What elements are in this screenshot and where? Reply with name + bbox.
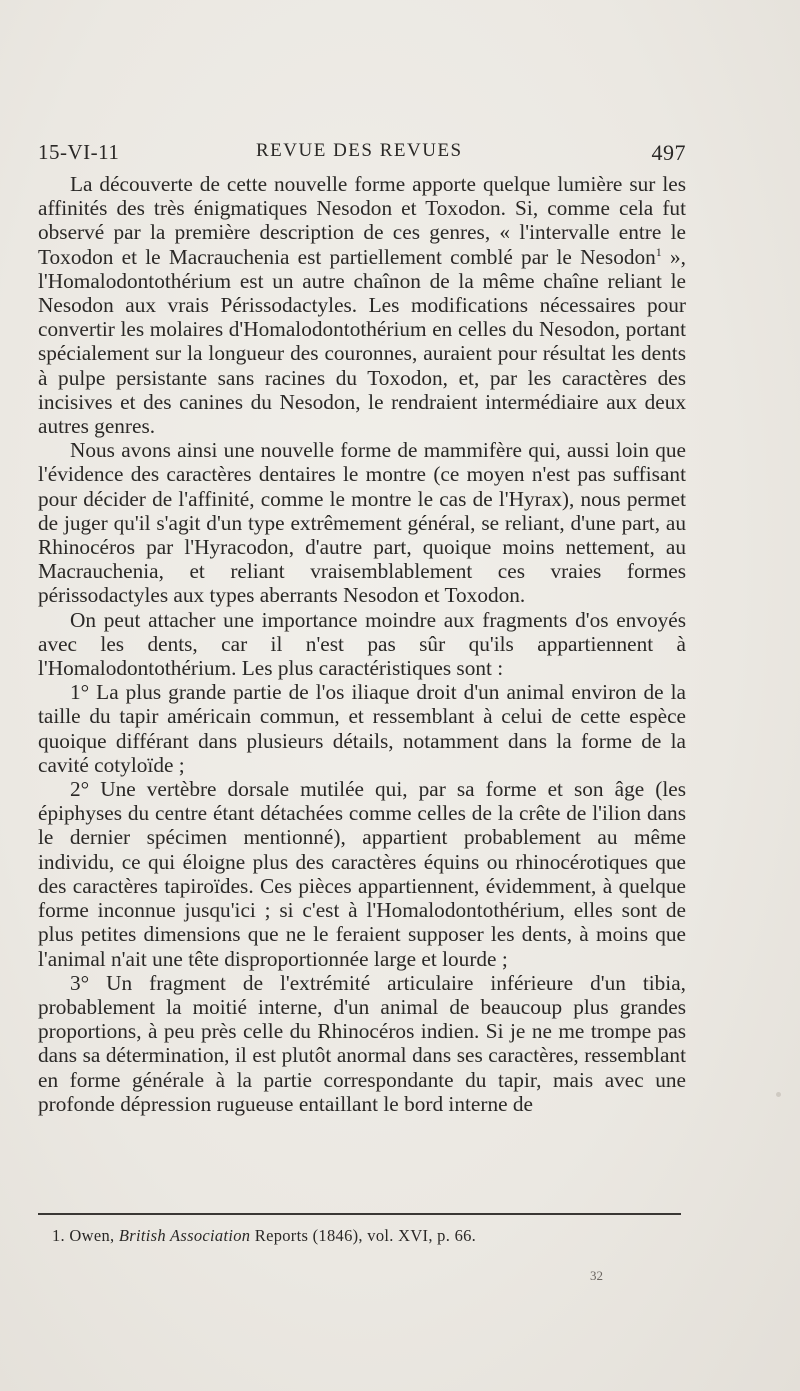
- paragraph: 1° La plus grande partie de l'os iliaque droit d'un animal environ de la taille du tapir américain commun, et ressemblant à celui de cette espèce quoique différant dans plusieurs détails, notamment dans la forme de la cavité cotyloïde ;: [38, 680, 686, 777]
- footnote-author: Owen,: [69, 1226, 115, 1245]
- paragraph-text: La découverte de cette nouvelle forme apporte quelque lumière sur les affinités des très énigmatiques Nesodon et Toxodon. Si, comme cela fut observé par la première description de ces genres, « l'intervalle entre le Toxodon et le Macrauchenia est partiellement comblé par le Nesodon: [38, 172, 686, 269]
- footnote-citation: Reports (1846), vol. XVI, p. 66.: [254, 1226, 477, 1245]
- running-header: [38, 138, 686, 168]
- paragraph: 2° Une vertèbre dorsale mutilée qui, par sa forme et son âge (les épiphyses du centre étant détachées comme celles de la crête de l'ilion dans le dernier spécimen mentionné), appartient probablement au même individu, ce qui éloigne plus des caractères équins ou rhinocérotiques que des caractères tapiroïdes. Ces pièces appartiennent, évidemment, à quelque forme inconnue jusqu'ici ; si c'est à l'Homalodontothérium, elles sont de plus petites dimensions que ne le feraient supposer les dents, à moins que l'animal n'ait une tête disproportionnée large et lourde ;: [38, 777, 686, 971]
- footnote-number: 1.: [52, 1226, 65, 1245]
- paragraph: On peut attacher une importance moindre aux fragments d'os envoyés avec les dents, car il n'est pas sûr qu'ils appartiennent à l'Homalodontothérium. Les plus caractéristiques sont :: [38, 607, 686, 681]
- paragraph: [38, 172, 686, 438]
- footnote-separator: [38, 1213, 681, 1215]
- footnote: [52, 1226, 476, 1246]
- footnote-title: British Association: [118, 1226, 251, 1245]
- article-body: [38, 172, 686, 1116]
- paragraph-text: », l'Homalodontothérium est un autre chaînon de la même chaîne reliant le Nesodon aux vrais Périssodactyles. Les modifications nécessaires pour convertir les molaires d'Homalodontothérium en celles du Nesodon, portant spécialement sur la longueur des couronnes, auraient pour résultat les dents à pulpe persistante sans racines du Toxodon, et, par les caractères des incisives et des canines du Nesodon, le rendraient intermédiaire aux deux autres genres.: [38, 244, 686, 439]
- footnote-reference: 1: [655, 244, 662, 259]
- page-number: 497: [651, 140, 686, 165]
- header-date: 15-VI-11: [38, 140, 120, 164]
- header-journal-title: REVUE DES REVUES: [256, 140, 463, 161]
- printer-signature: 32: [590, 1268, 603, 1283]
- paragraph: 3° Un fragment de l'extrémité articulaire inférieure d'un tibia, probablement la moitié interne, d'un animal de beaucoup plus grandes proportions, à peu près celle du Rhinocéros indien. Si je ne me trompe pas dans sa détermination, il est plutôt anormal dans ses caractères, ressemblant en forme générale à la partie correspondante du tapir, mais avec une profonde dépression rugueuse entaillant le bord interne de: [38, 970, 686, 1116]
- paragraph: Nous avons ainsi une nouvelle forme de mammifère qui, aussi loin que l'évidence des caractères dentaires le montre (ce moyen n'est pas suffisant pour décider de l'affinité, comme le montre le cas de l'Hyrax), nous permet de juger qu'il s'agit d'un type extrêmement général, se reliant, d'une part, au Rhinocéros par l'Hyracodon, d'autre part, quoique moins nettement, au Macrauchenia, et reliant vraisemblablement ces vraies formes périssodactyles aux types aberrants Nesodon et Toxodon.: [38, 438, 686, 608]
- paper-spot: [776, 1092, 781, 1097]
